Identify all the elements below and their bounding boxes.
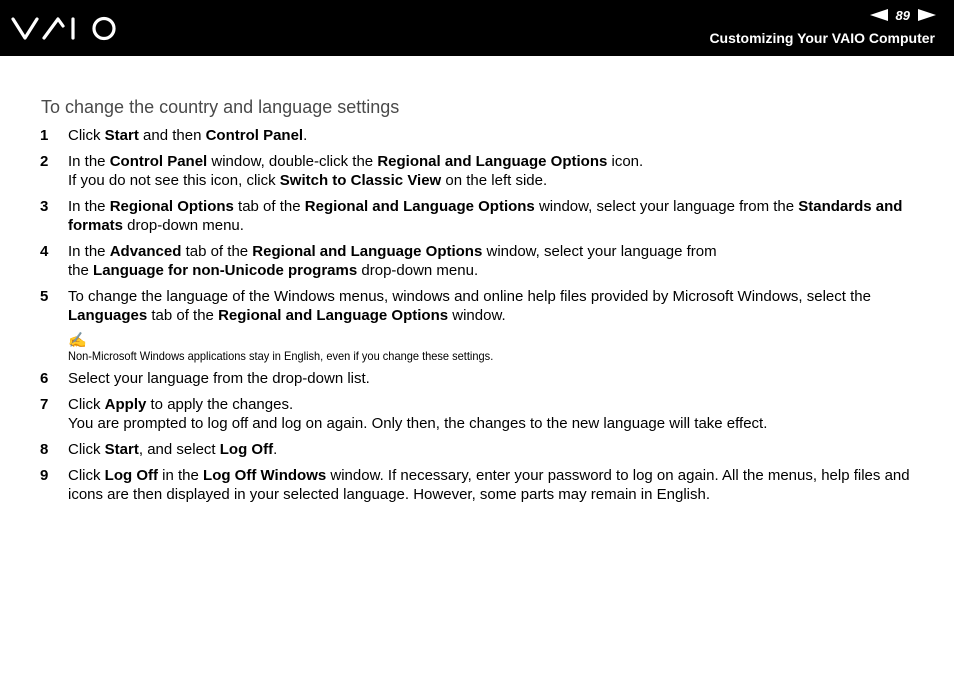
step-bold-term: Regional and Language Options	[377, 153, 608, 170]
step-text-run: You are prompted to log off and log on again. Only then, the changes to the new language will take effect.	[68, 415, 768, 432]
step-text	[68, 441, 277, 458]
step-text-run: icon.	[607, 153, 644, 170]
step-text-run: .	[303, 127, 308, 144]
step-bold-term: Switch to Classic View	[279, 172, 442, 189]
step-text-run: tab of the	[233, 198, 305, 215]
step-number: 1	[40, 127, 49, 144]
step-item	[40, 126, 920, 145]
step-text-run: tab of the	[147, 307, 219, 324]
step-text-run: to apply the changes.	[146, 396, 294, 413]
step-text	[68, 198, 902, 234]
step-text-run: in the	[158, 467, 204, 484]
step-text-run: In the	[68, 153, 110, 170]
step-bold-term: Log Off	[104, 467, 158, 484]
step-bold-term: Log Off Windows	[203, 467, 327, 484]
step-text-run: window, double-click the	[207, 153, 378, 170]
step-number: 3	[40, 198, 49, 215]
step-bold-term: Log Off	[219, 441, 274, 458]
step-text-run: In the	[68, 243, 110, 260]
step-text	[68, 153, 643, 189]
step-text-run: window. If necessary, enter your password to log on again. All the menus, help files and icons are then displayed in your selected language. However, some parts may remain in English.	[68, 467, 910, 503]
step-bold-term: Control Panel	[205, 127, 304, 144]
steps-list	[40, 126, 920, 511]
step-number: 6	[40, 370, 49, 387]
step-text-run: Click	[68, 467, 105, 484]
step-bold-term: Regional Options	[109, 198, 234, 215]
step-text-run: Select your language from the drop-down list.	[68, 370, 370, 387]
step-number: 2	[40, 153, 49, 170]
section-title: Customizing Your VAIO Computer	[709, 30, 935, 46]
step-text-run: window, select your language from the	[534, 198, 799, 215]
step-bold-term: Start	[104, 441, 139, 458]
page-nav	[870, 7, 936, 23]
step-bold-term: Regional and Language Options	[304, 198, 535, 215]
step-bold-term: Standards and formats	[68, 198, 903, 234]
step-number: 9	[40, 467, 49, 484]
step-text-run: and then	[138, 127, 206, 144]
page-number: 89	[895, 7, 910, 23]
step-text	[68, 243, 717, 279]
step-text	[68, 467, 910, 503]
page-header	[0, 0, 954, 56]
step-number: 8	[40, 441, 49, 458]
step-item	[40, 287, 920, 325]
note	[40, 333, 920, 363]
step-bold-term: Control Panel	[109, 153, 208, 170]
step-text-run: drop-down menu.	[357, 262, 479, 279]
step-text	[68, 127, 307, 144]
step-item	[40, 440, 920, 459]
step-item	[40, 369, 920, 388]
step-text	[68, 396, 767, 432]
note-text: Non-Microsoft Windows applications stay in English, even if you change these settings.	[68, 349, 494, 363]
step-text-run: .	[273, 441, 278, 458]
pencil-note-icon: ✍	[68, 332, 87, 349]
step-text-run: tab of the	[181, 243, 253, 260]
step-bold-term: Languages	[68, 307, 148, 324]
step-text-run: on the left side.	[441, 172, 548, 189]
step-text	[68, 288, 871, 324]
step-number: 7	[40, 396, 49, 413]
step-item	[40, 395, 920, 433]
step-number: 4	[40, 243, 49, 260]
step-bold-term: Language for non-Unicode programs	[93, 262, 358, 279]
step-bold-term: Apply	[104, 396, 147, 413]
step-bold-term: Start	[104, 127, 139, 144]
arrow-left-icon[interactable]	[870, 9, 888, 21]
step-number: 5	[40, 288, 49, 305]
step-item	[40, 466, 920, 504]
step-item	[40, 197, 920, 235]
step-text-run: Click	[68, 127, 105, 144]
step-text	[68, 370, 370, 387]
step-item	[40, 242, 920, 280]
step-text-run: drop-down menu.	[123, 217, 244, 234]
step-item	[40, 152, 920, 190]
vaio-logo	[11, 14, 121, 42]
step-text-run: , and select	[138, 441, 220, 458]
step-text-run: If you do not see this icon, click	[68, 172, 280, 189]
step-bold-term: Advanced	[109, 243, 182, 260]
step-text-run: To change the language of the Windows menus, windows and online help files provided by Microsoft Windows, select the	[68, 288, 871, 305]
step-bold-term: Regional and Language Options	[218, 307, 449, 324]
step-text-run: In the	[68, 198, 110, 215]
step-text-run: Click	[68, 441, 105, 458]
step-bold-term: Regional and Language Options	[252, 243, 483, 260]
step-text-run: Click	[68, 396, 105, 413]
step-text-run: window, select your language from	[482, 243, 717, 260]
page-heading: To change the country and language settings	[41, 97, 400, 117]
arrow-right-icon[interactable]	[918, 9, 936, 21]
step-text-run: window.	[448, 307, 506, 324]
step-text-run: the	[68, 262, 94, 279]
